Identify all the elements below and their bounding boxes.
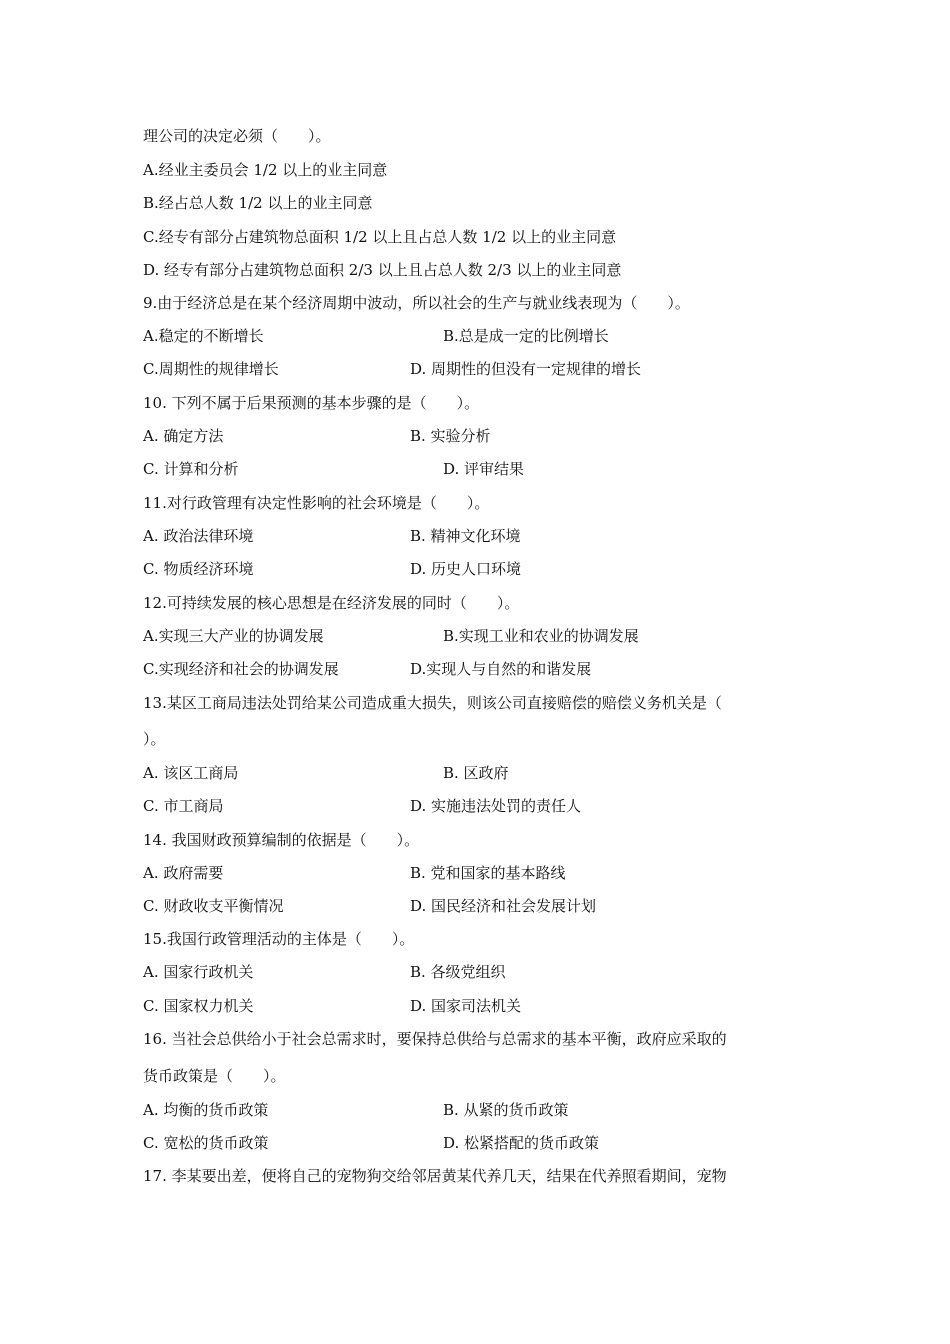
q15-option-d: D. 国家司法机关 xyxy=(410,997,522,1015)
q11-option-a: A. 政治法律环境 xyxy=(143,527,254,545)
q12-options-row-2 xyxy=(0,659,950,679)
q9-option-d: D. 周期性的但没有一定规律的增长 xyxy=(410,360,642,378)
q12-option-c: C.实现经济和社会的协调发展 xyxy=(143,660,339,678)
q14-option-c: C. 财政收支平衡情况 xyxy=(143,897,284,915)
q13-option-b: B. 区政府 xyxy=(443,764,509,782)
q16-option-d: D. 松紧搭配的货币政策 xyxy=(443,1134,600,1152)
q14-option-a: A. 政府需要 xyxy=(143,864,224,882)
q12-stem: 12.可持续发展的核心思想是在经济发展的同时（ ）。 xyxy=(143,594,520,612)
q14-stem: 14. 我国财政预算编制的依据是（ ）。 xyxy=(143,831,420,849)
q9-stem: 9.由于经济总是在某个经济周期中波动，所以社会的生产与就业线表现为（ ）。 xyxy=(143,294,690,312)
q16-stem-line-1: 16. 当社会总供给小于社会总需求时，要保持总供给与总需求的基本平衡，政府应采取的 xyxy=(143,1030,727,1048)
q10-option-b: B. 实验分析 xyxy=(410,427,491,445)
q9-options-row-1 xyxy=(0,326,950,346)
q10-option-d: D. 评审结果 xyxy=(443,460,525,478)
q16-options-row-2 xyxy=(0,1133,950,1153)
q17-stem-line-1: 17. 李某要出差，便将自己的宠物狗交给邻居黄某代养几天，结果在代养照看期间，宠物 xyxy=(143,1167,727,1185)
q8-option-b: B.经占总人数 1/2 以上的业主同意 xyxy=(143,194,373,212)
q14-option-d: D. 国民经济和社会发展计划 xyxy=(410,897,597,915)
q12-option-b: B.实现工业和农业的协调发展 xyxy=(443,627,639,645)
q10-options-row-2 xyxy=(0,459,950,479)
q12-option-d: D.实现人与自然的和谐发展 xyxy=(410,660,592,678)
q16-option-a: A. 均衡的货币政策 xyxy=(143,1101,269,1119)
q14-option-b: B. 党和国家的基本路线 xyxy=(410,864,566,882)
q15-option-a: A. 国家行政机关 xyxy=(143,963,254,981)
q11-option-d: D. 历史人口环境 xyxy=(410,560,522,578)
q15-options-row-1 xyxy=(0,962,950,982)
q16-option-b: B. 从紧的货币政策 xyxy=(443,1101,569,1119)
q16-options-row-1 xyxy=(0,1100,950,1120)
q9-option-a: A.稳定的不断增长 xyxy=(143,327,264,345)
q11-stem: 11.对行政管理有决定性影响的社会环境是（ ）。 xyxy=(143,494,490,512)
q11-options-row-2 xyxy=(0,559,950,579)
q14-options-row-1 xyxy=(0,863,950,883)
q15-stem: 15.我国行政管理活动的主体是（ ）。 xyxy=(143,930,415,948)
q10-stem: 10. 下列不属于后果预测的基本步骤的是（ ）。 xyxy=(143,394,480,412)
q16-option-c: C. 宽松的货币政策 xyxy=(143,1134,269,1152)
q13-option-a: A. 该区工商局 xyxy=(143,764,239,782)
q9-option-c: C.周期性的规律增长 xyxy=(143,360,279,378)
q9-options-row-2 xyxy=(0,359,950,379)
q8-option-d: D. 经专有部分占建筑物总面积 2/3 以上且占总人数 2/3 以上的业主同意 xyxy=(143,261,622,279)
q10-options-row-1 xyxy=(0,426,950,446)
q13-option-c: C. 市工商局 xyxy=(143,797,224,815)
q13-option-d: D. 实施违法处罚的责任人 xyxy=(410,797,582,815)
q13-options-row-1 xyxy=(0,763,950,783)
q12-option-a: A.实现三大产业的协调发展 xyxy=(143,627,324,645)
q11-options-row-1 xyxy=(0,526,950,546)
q9-option-b: B.总是成一定的比例增长 xyxy=(443,327,609,345)
q15-options-row-2 xyxy=(0,996,950,1016)
q15-option-b: B. 各级党组织 xyxy=(410,963,506,981)
q13-options-row-2 xyxy=(0,796,950,816)
q14-options-row-2 xyxy=(0,896,950,916)
q8-option-c: C.经专有部分占建筑物总面积 1/2 以上且占总人数 1/2 以上的业主同意 xyxy=(143,228,617,246)
q15-option-c: C. 国家权力机关 xyxy=(143,997,254,1015)
q16-stem-line-2: 货币政策是（ ）。 xyxy=(143,1067,286,1085)
q8-stem-continuation: 理公司的决定必须（ ）。 xyxy=(143,127,331,145)
q11-option-b: B. 精神文化环境 xyxy=(410,527,521,545)
q8-option-a: A.经业主委员会 1/2 以上的业主同意 xyxy=(143,161,388,179)
q11-option-c: C. 物质经济环境 xyxy=(143,560,254,578)
q12-options-row-1 xyxy=(0,626,950,646)
q13-stem-line-2: ）。 xyxy=(143,730,166,748)
q13-stem-line-1: 13.某区工商局违法处罚给某公司造成重大损失，则该公司直接赔偿的赔偿义务机关是（ xyxy=(143,694,722,712)
q10-option-a: A. 确定方法 xyxy=(143,427,224,445)
q10-option-c: C. 计算和分析 xyxy=(143,460,239,478)
